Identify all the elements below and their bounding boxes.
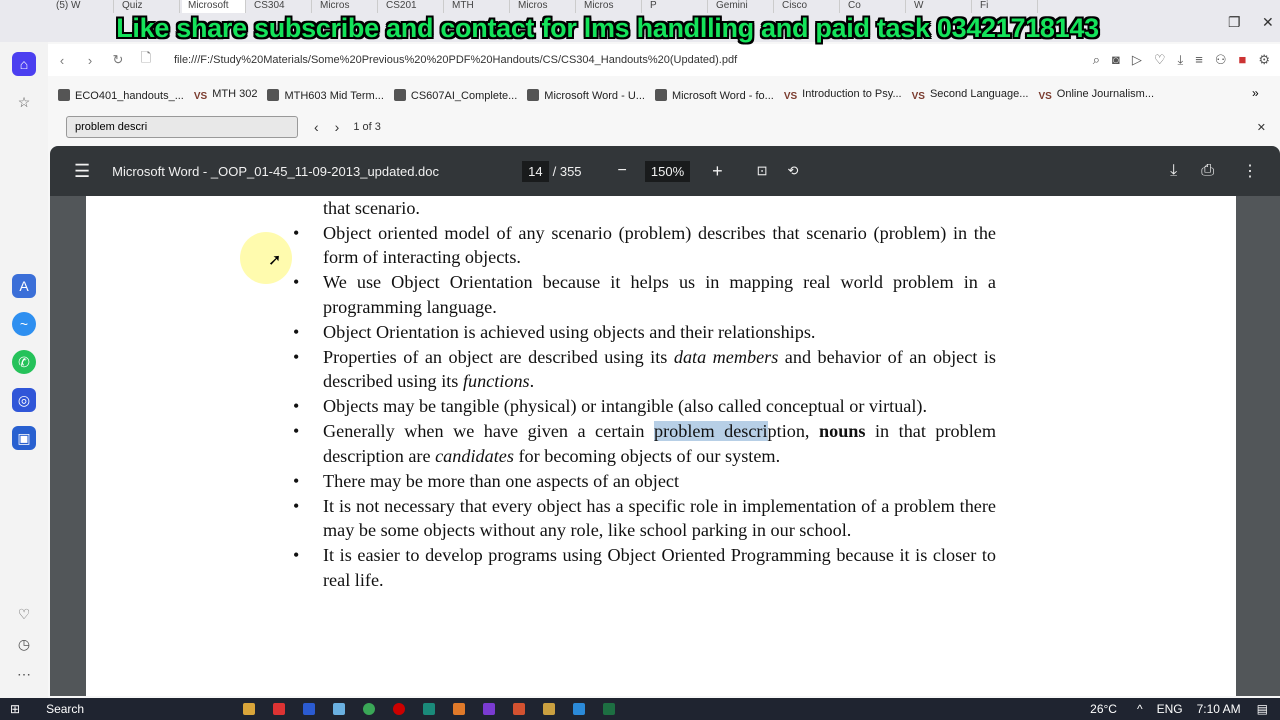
browser-tab[interactable]: P <box>644 0 708 13</box>
bookmark-label: CS607AI_Complete... <box>410 89 518 102</box>
bookmark-item[interactable] <box>1038 88 1154 103</box>
document-icon <box>527 89 539 101</box>
whatsapp-icon[interactable]: ✆ <box>12 350 36 374</box>
close-find-icon[interactable]: ✕ <box>1256 121 1266 134</box>
address-bar <box>48 44 1280 76</box>
top-fragment: that scenario. <box>323 198 420 218</box>
powerpoint-icon[interactable] <box>513 703 525 715</box>
browser-tab[interactable]: Gemini <box>710 0 774 13</box>
bullet-item <box>323 543 996 592</box>
bullet-item <box>323 221 996 270</box>
extensions-icon[interactable]: ⚙ <box>1258 52 1270 67</box>
back-icon[interactable]: ‹ <box>59 52 65 68</box>
camera-icon[interactable]: ◙ <box>1111 52 1120 67</box>
text-run: There may be more than one aspects of an object <box>323 470 680 491</box>
bookmark-label: Online Journalism... <box>1056 87 1155 100</box>
browser-tab[interactable]: Fi <box>974 0 1038 13</box>
document-icon <box>58 89 70 101</box>
text-run: We use Object Orientation because it helps us in mapping real world problem in a programming language. <box>323 272 996 317</box>
restore-icon[interactable]: ❐ <box>1228 14 1241 30</box>
url-field[interactable]: file:///F:/Study%20Materials/Some%20Previous%20%20PDF%20Handouts/CS/CS304_Handouts%20(Updated).pdf <box>174 54 738 66</box>
bookmark-label: ECO401_handouts_... <box>75 89 184 102</box>
bullet-item <box>323 494 996 543</box>
collections-icon[interactable]: ≡ <box>1195 52 1203 67</box>
home-icon[interactable]: ⌂ <box>12 52 36 76</box>
text-run: Object oriented model of any scenario (problem) describes that scenario (problem) in the form of interacting objects. <box>323 222 996 267</box>
text-run: functions <box>462 371 530 391</box>
bookmark-item[interactable] <box>194 88 258 103</box>
bullet-item <box>323 345 996 394</box>
bookmark-item[interactable] <box>394 89 517 102</box>
text-run: ption, <box>767 421 819 441</box>
browser-tab[interactable]: Micros <box>578 0 642 13</box>
text-run: It is not necessary that every object has a specific role in implementation of a problem there may be some objects without any role, like school parking in our school. <box>323 495 996 540</box>
bookmark-item[interactable] <box>912 88 1029 103</box>
page-total: / 355 <box>552 163 582 179</box>
browser-tab[interactable]: Microsoft <box>182 0 246 13</box>
visual-studio-icon[interactable] <box>483 703 495 715</box>
tray-chevron-icon[interactable]: ^ <box>1136 702 1143 716</box>
text-run: and behavior of an object is described using its <box>323 346 996 391</box>
bookmark-item[interactable] <box>655 89 774 102</box>
text-run: It is easier to develop programs using Object Oriented Programming because it is closer to real life. <box>323 545 996 590</box>
windows-start-icon[interactable]: ⊞ <box>10 702 21 716</box>
zoom-icon[interactable]: ⌕ <box>1092 52 1100 67</box>
read-aloud-icon[interactable]: ▷ <box>1131 52 1142 67</box>
menu-icon[interactable]: ☰ <box>74 160 91 181</box>
taskbar-search[interactable]: Search <box>46 702 85 716</box>
messenger-icon[interactable]: ~ <box>12 312 36 336</box>
mouse-cursor-icon: ➚ <box>268 252 282 269</box>
find-bar <box>48 112 1280 142</box>
print-icon[interactable]: ⎙ <box>1201 162 1214 179</box>
favorite-icon[interactable]: ♡ <box>1153 52 1166 67</box>
more-bookmarks-icon[interactable]: » <box>1252 86 1259 100</box>
fit-page-icon[interactable]: ⊡ <box>756 163 768 178</box>
recorder-icon[interactable] <box>393 703 405 715</box>
browser-tab[interactable]: Micros <box>314 0 378 13</box>
bookmarks-bar <box>58 84 1243 106</box>
bookmark-label: MTH603 Mid Term... <box>284 89 384 102</box>
file-icon: 🗋 <box>140 50 152 65</box>
bookmark-label: Second Language... <box>929 87 1029 100</box>
app-icon[interactable]: A <box>12 274 36 298</box>
explorer-icon[interactable] <box>243 703 255 715</box>
history-icon[interactable]: ◷ <box>17 636 31 652</box>
word-icon[interactable] <box>303 703 315 715</box>
lms-icon: VS <box>193 90 208 102</box>
browser-tab[interactable]: (5) W <box>50 0 114 13</box>
bookmark-label: Microsoft Word - fo... <box>671 89 774 102</box>
reload-icon[interactable]: ↻ <box>112 52 124 67</box>
text-run: candidates <box>435 445 514 466</box>
app-taskbar-icon[interactable] <box>333 703 345 715</box>
lms-icon: VS <box>783 90 798 102</box>
notifications-icon[interactable]: ▤ <box>1256 702 1268 716</box>
text-run: for becoming objects of our system. <box>513 445 781 466</box>
previous-match-icon[interactable]: ‹ <box>314 119 319 135</box>
bullet-list <box>323 221 996 593</box>
app-taskbar-icon-2[interactable] <box>423 703 435 715</box>
bookmark-item[interactable] <box>784 88 902 103</box>
taskbar <box>0 698 1280 720</box>
browser-tab[interactable]: CS304 <box>248 0 312 13</box>
bullet-item <box>323 394 996 419</box>
bookmark-item[interactable] <box>267 89 383 102</box>
next-match-icon[interactable]: › <box>334 119 340 135</box>
text-run: nouns <box>818 421 866 441</box>
browser-tab[interactable]: MTH <box>446 0 510 13</box>
document-icon <box>267 89 279 101</box>
favorites-icon[interactable]: ☆ <box>17 94 31 110</box>
bullet-item <box>323 419 996 468</box>
lms-icon: VS <box>1038 90 1052 102</box>
cursor-highlight <box>240 232 292 284</box>
edge-icon[interactable] <box>573 703 585 715</box>
browser-tab[interactable]: CS201 <box>380 0 444 13</box>
forward-icon[interactable]: › <box>87 52 93 68</box>
text-run: Object Orientation is achieved using objects and their relationships. <box>323 321 816 342</box>
zoom-level[interactable]: 150% <box>645 161 690 182</box>
document-icon <box>655 89 667 101</box>
search-highlight: problem descri <box>654 421 768 441</box>
bullet-item <box>323 320 996 345</box>
bookmark-item[interactable] <box>527 89 645 102</box>
zoom-in-icon[interactable]: + <box>712 160 723 181</box>
profile-icon[interactable]: ⚇ <box>1214 52 1227 67</box>
bullet-item <box>323 270 996 319</box>
app-icon-3[interactable]: ▣ <box>12 426 36 450</box>
browser-tab[interactable]: Co <box>842 0 906 13</box>
browser-tab[interactable]: Micros <box>512 0 576 13</box>
bookmark-item[interactable] <box>58 89 184 102</box>
bookmark-label: Introduction to Psy... <box>802 87 902 100</box>
extension-icon[interactable]: ■ <box>1238 52 1247 67</box>
clock[interactable]: 7:10 AM <box>1196 702 1241 716</box>
bookmark-label: MTH 302 <box>212 87 258 100</box>
text-run: Properties of an object are described using its <box>323 346 674 367</box>
text-run: data members <box>673 346 779 367</box>
download-pdf-icon[interactable]: ⤓ <box>1170 162 1178 179</box>
lms-icon: VS <box>911 90 925 102</box>
more-options-icon[interactable]: ⋮ <box>1242 163 1258 180</box>
app-icon-2[interactable]: ◎ <box>12 388 36 412</box>
text-run: in that problem description are <box>323 421 997 466</box>
browser-tab[interactable]: Quiz <box>116 0 180 13</box>
more-icon[interactable]: ⋯ <box>17 666 31 682</box>
document-title: Microsoft Word - _OOP_01-45_11-09-2013_updated.doc <box>112 163 440 179</box>
bookmark-label: Microsoft Word - U... <box>544 89 645 102</box>
text-run: . <box>529 371 535 391</box>
language[interactable]: ENG <box>1156 702 1183 716</box>
app-taskbar-icon-3[interactable] <box>453 703 465 715</box>
browser-tab[interactable]: Cisco <box>776 0 840 13</box>
download-icon[interactable]: ⤓ <box>1177 52 1184 67</box>
browser-tab[interactable]: W <box>908 0 972 13</box>
excel-icon[interactable] <box>603 703 615 715</box>
bullet-item <box>323 469 996 494</box>
overlay-banner: Like share subscribe and contact for lms handlling and paid task 03421718143 <box>116 13 1099 43</box>
text-run: Generally when we have given a certain <box>323 421 655 441</box>
weather[interactable]: 26°C <box>1090 702 1117 716</box>
chrome-icon[interactable] <box>363 703 375 715</box>
close-window-icon[interactable]: ✕ <box>1262 14 1274 30</box>
heart-icon[interactable]: ♡ <box>17 606 31 622</box>
opera-icon[interactable] <box>273 703 285 715</box>
app-taskbar-icon-4[interactable] <box>543 703 555 715</box>
pdf-toolbar <box>50 146 1280 196</box>
match-count: 1 of 3 <box>353 121 381 133</box>
zoom-out-icon[interactable]: − <box>617 162 627 179</box>
page-number-input[interactable]: 14 <box>522 161 548 182</box>
find-input[interactable] <box>66 116 298 138</box>
document-icon <box>394 89 406 101</box>
pdf-viewer[interactable] <box>50 196 1280 696</box>
rotate-icon[interactable]: ⟲ <box>787 163 799 178</box>
sidebar <box>0 42 48 698</box>
text-run: Objects may be tangible (physical) or intangible (also called conceptual or virtual). <box>323 396 928 416</box>
